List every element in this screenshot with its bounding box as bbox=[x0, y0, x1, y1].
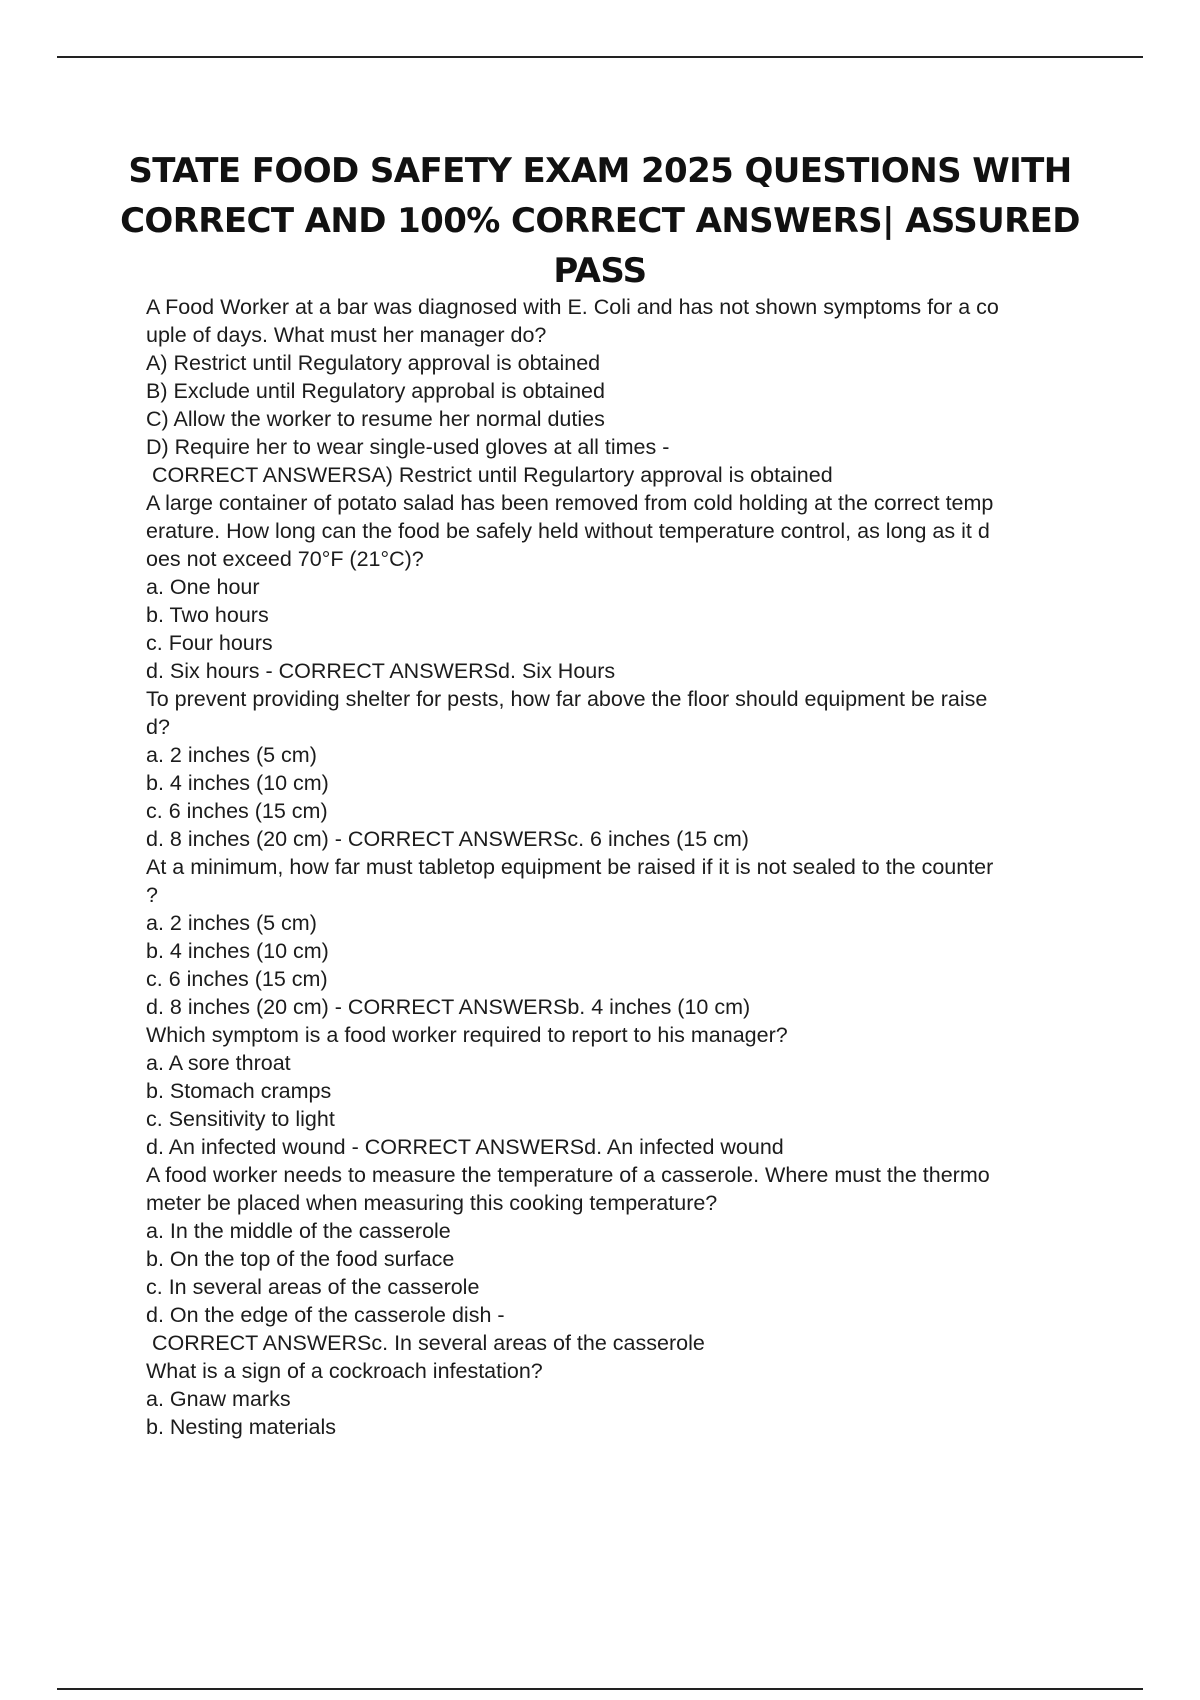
question-text: A large container of potato salad has been removed from cold holding at the correct temp bbox=[146, 491, 994, 515]
answer-option: d. On the edge of the casserole dish - bbox=[146, 1303, 505, 1327]
question-text: What is a sign of a cockroach infestation? bbox=[146, 1359, 543, 1383]
correct-answer: d. Six hours - CORRECT ANSWERSd. Six Hours bbox=[146, 659, 616, 683]
answer-option: a. In the middle of the casserole bbox=[146, 1219, 451, 1243]
correct-answer: CORRECT ANSWERSA) Restrict until Regulartory approval is obtained bbox=[146, 463, 833, 487]
answer-option: b. Stomach cramps bbox=[146, 1079, 332, 1103]
answer-option: b. 4 inches (10 cm) bbox=[146, 939, 329, 963]
answer-option: a. Gnaw marks bbox=[146, 1387, 291, 1411]
answer-option: c. Four hours bbox=[146, 631, 273, 655]
correct-answer: CORRECT ANSWERSc. In several areas of the casserole bbox=[146, 1331, 705, 1355]
question-text: A food worker needs to measure the temperature of a casserole. Where must the thermo bbox=[146, 1163, 990, 1187]
question-text: erature. How long can the food be safely held without temperature control, as long as it d bbox=[146, 519, 990, 543]
answer-option: c. 6 inches (15 cm) bbox=[146, 967, 328, 991]
header-rule bbox=[57, 56, 1143, 58]
answer-option: A) Restrict until Regulatory approval is obtained bbox=[146, 351, 601, 375]
answer-option: C) Allow the worker to resume her normal duties bbox=[146, 407, 605, 431]
title-line: CORRECT AND 100% CORRECT ANSWERS| ASSURED bbox=[120, 201, 1080, 241]
correct-answer: d. An infected wound - CORRECT ANSWERSd. An infected wound bbox=[146, 1135, 784, 1159]
answer-option: a. 2 inches (5 cm) bbox=[146, 911, 317, 935]
question-text: ? bbox=[146, 883, 158, 907]
footer-rule bbox=[57, 1688, 1143, 1690]
answer-option: b. 4 inches (10 cm) bbox=[146, 771, 329, 795]
question-text: meter be placed when measuring this cooking temperature? bbox=[146, 1191, 718, 1215]
answer-option: B) Exclude until Regulatory approbal is obtained bbox=[146, 379, 605, 403]
question-text: uple of days. What must her manager do? bbox=[146, 323, 547, 347]
answer-option: c. In several areas of the casserole bbox=[146, 1275, 480, 1299]
title-line: PASS bbox=[553, 251, 647, 291]
answer-option: a. A sore throat bbox=[146, 1051, 291, 1075]
question-text: d? bbox=[146, 715, 170, 739]
question-text: oes not exceed 70°F (21°C)? bbox=[146, 547, 424, 571]
answer-option: a. 2 inches (5 cm) bbox=[146, 743, 317, 767]
answer-option: c. Sensitivity to light bbox=[146, 1107, 335, 1131]
document-body bbox=[146, 293, 1096, 1441]
answer-option: b. Nesting materials bbox=[146, 1415, 336, 1439]
question-text: To prevent providing shelter for pests, how far above the floor should equipment be raise bbox=[146, 687, 988, 711]
title-line: STATE FOOD SAFETY EXAM 2025 QUESTIONS WITH bbox=[128, 151, 1072, 191]
correct-answer: d. 8 inches (20 cm) - CORRECT ANSWERSb. 4 inches (10 cm) bbox=[146, 995, 751, 1019]
question-text: A Food Worker at a bar was diagnosed with E. Coli and has not shown symptoms for a co bbox=[146, 295, 999, 319]
answer-option: a. One hour bbox=[146, 575, 260, 599]
question-text: At a minimum, how far must tabletop equipment be raised if it is not sealed to the counter bbox=[146, 855, 994, 879]
question-text: Which symptom is a food worker required to report to his manager? bbox=[146, 1023, 788, 1047]
answer-option: b. Two hours bbox=[146, 603, 269, 627]
correct-answer: d. 8 inches (20 cm) - CORRECT ANSWERSc. 6 inches (15 cm) bbox=[146, 827, 749, 851]
answer-option: D) Require her to wear single-used gloves at all times - bbox=[146, 435, 670, 459]
answer-option: c. 6 inches (15 cm) bbox=[146, 799, 328, 823]
document-title bbox=[100, 146, 1100, 296]
answer-option: b. On the top of the food surface bbox=[146, 1247, 455, 1271]
